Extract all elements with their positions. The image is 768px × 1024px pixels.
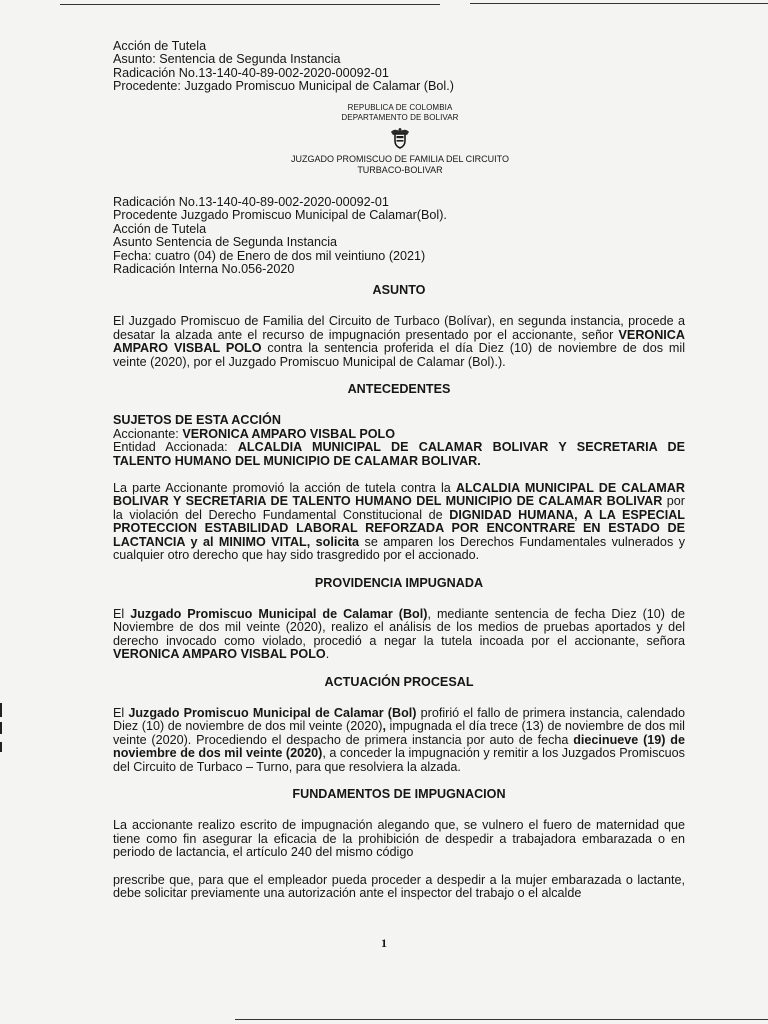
paragraph-asunto: El Juzgado Promiscuo de Familia del Circuito de Turbaco (Bolívar), en segunda instancia, procede a desatar la alzada ante el recurso de impugnación presentado por el accionante, señor VERONICA AMPARO VISBAL POLO contra la sentencia proferida el día Diez (10) de noviembre de dos mil veinte (2020), por el Juzgado Promiscuo Municipal de Calamar (Bol).). [113,314,685,369]
scan-artifact-top-right [470,3,768,4]
sujetos-heading: SUJETOS DE ESTA ACCIÓN [113,413,281,428]
header-line: Acción de Tutela [113,39,207,53]
paragraph-fundamentos-1: La accionante realizo escrito de impugnación alegando que, se vulnero el fuero de maternidad que tiene como fin asegurar la eficacia de la prohibición de despedir a trabajadora embarazada o en periodo de lactancia, el artículo 240 del mismo código [113,818,685,860]
document-header [113,40,613,94]
case-metadata [113,196,613,276]
section-heading-actuacion: ACTUACIÓN PROCESAL [324,674,474,689]
meta-procedente: Procedente Juzgado Promiscuo Municipal de Calamar(Bol). [113,208,447,223]
accionante-line: Accionante: VERONICA AMPARO VISBAL POLO [113,426,396,441]
court-letterhead [250,103,550,176]
court-name: JUZGADO PROMISCUO DE FAMILIA DEL CIRCUITO [290,154,510,164]
margin-mark [0,742,2,752]
margin-mark [0,722,2,734]
section-heading-providencia: PROVIDENCIA IMPUGNADA [314,575,484,590]
page-number: 1 [381,936,387,950]
paragraph-providencia: El Juzgado Promiscuo Municipal de Calamar (Bol), mediante sentencia de fecha Diez (10) de Noviembre de dos mil veinte (2020), realizo el análisis de los medios de pruebas aportados y del derecho invocado como violado, procedió a negar la tutela incoada por el accionante, señora VERONICA AMPARO VISBAL POLO. [113,606,686,662]
section-heading-asunto: ASUNTO [372,283,426,297]
court-city: TURBACO-BOLIVAR [357,165,443,175]
accionada-line: Entidad Accionada: ALCALDIA MUNICIPAL DE CALAMAR BOLIVAR Y SECRETARIA DE TALENTO HUMANO DEL MUNICIPIO DE CALAMAR BOLIVAR. [113,440,686,468]
meta-radicacion-interna: Radicación Interna No.056-2020 [113,262,295,277]
paragraph-actuacion: El Juzgado Promiscuo Municipal de Calamar (Bol) profirió el fallo de primera instancia, calendado Diez (10) de noviembre de dos mil veinte (2020), impugnada el día trece (13) de noviembre de dos mil veinte (2020). Procediendo el despacho de primera instancia por auto de fecha diecinueve (19) de noviembre de dos mil veinte (2020), a conceder la impugnación y remitir a los Juzgados Promiscuos del Circuito de Turbaco – Turno, para que resolviera la alzada. [113,705,685,774]
meta-radicacion: Radicación No.13-140-40-89-002-2020-00092-01 [113,195,389,209]
department-label: DEPARTAMENTO DE BOLIVAR [341,113,459,122]
meta-fecha: Fecha: cuatro (04) de Enero de dos mil veintiuno (2021) [113,248,426,263]
header-line: Radicación No.13-140-40-89-002-2020-00092-01 [113,65,389,80]
meta-asunto: Asunto Sentencia de Segunda Instancia [113,235,338,250]
header-line: Procedente: Juzgado Promiscuo Municipal de Calamar (Bol.) [113,79,454,94]
paragraph-antecedentes: La parte Accionante promovió la acción de tutela contra la ALCALDIA MUNICIPAL DE CALAMAR BOLIVAR Y SECRETARIA DE TALENTO HUMANO DEL MUNICIPIO DE CALAMAR BOLIVAR por la violación del Derecho Fundamental Constitucional de DIGNIDAD HUMANA, A LA ESPECIAL PROTECCION ESTABILIDAD LABORAL REFORZADA POR ENCONTRARE EN ESTADO DE LACTANCIA y al MINIMO VITAL, solicita se amparen los Derechos Fundamentales vulnerados y cualquier otro derecho que hay sido trasgredido por el accionado. [113,481,685,563]
document-body [113,284,685,900]
scan-artifact-bottom [235,1019,768,1020]
section-heading-fundamentos: FUNDAMENTOS DE IMPUGNACION [292,786,506,801]
margin-mark [0,703,2,717]
section-heading-antecedentes: ANTECEDENTES [347,382,451,397]
paragraph-fundamentos-2: prescribe que, para que el empleador pueda proceder a despedir a la mujer embarazada o lactante, debe solicitar previamente una autorización ante el inspector del trabajo o el alcalde [113,872,685,900]
header-line: Asunto: Sentencia de Segunda Instancia [113,52,341,67]
republic-label: REPUBLICA DE COLOMBIA [347,103,453,112]
meta-accion: Acción de Tutela [113,221,207,236]
scan-artifact-top [60,4,440,5]
coat-of-arms-icon [388,126,412,150]
